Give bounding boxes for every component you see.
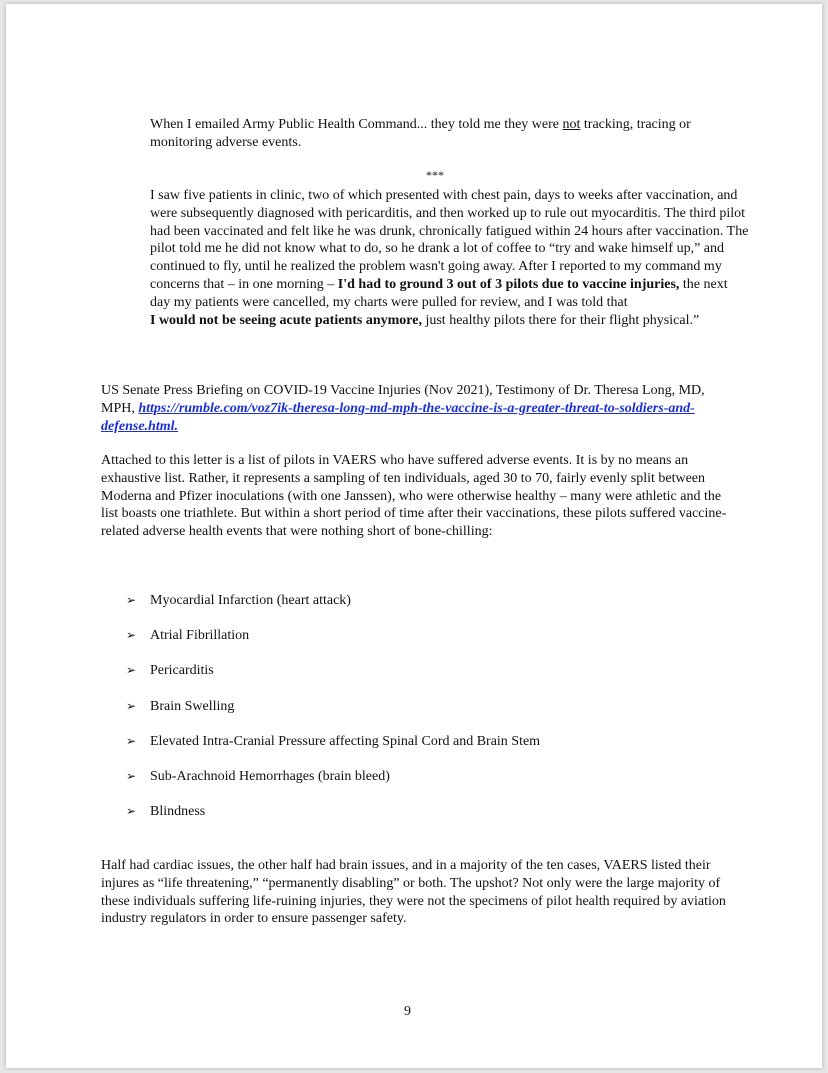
closing-paragraph: Half had cardiac issues, the other half had brain issues, and in a majority of the ten cases, VAERS listed their injures as “life threatening,” “permanently disabling” or both. The upshot? Not only were the large majority of these individuals suffering life-ruining injuries, they were not the specimens of pilot health required by aviation industry regulators in order to ensure passenger safety.	[101, 858, 726, 927]
arrow-bullet-icon: ➢	[126, 698, 137, 713]
quote-text: tracking, tracing or monitoring adverse events.	[150, 117, 691, 150]
underlined-word: not	[562, 117, 581, 132]
bold-emphasis: I'd had to ground 3 out of 3 pilots due to vaccine injuries,	[337, 276, 680, 292]
page-number: 9	[404, 1004, 411, 1019]
list-item-text: Elevated Intra-Cranial Pressure affecting Spinal Cord and Brain Stem	[150, 733, 541, 749]
bold-emphasis: I would not be seeing acute patients anymore,	[150, 312, 422, 328]
quote-paragraph-2	[150, 187, 750, 329]
arrow-bullet-icon: ➢	[126, 628, 137, 643]
quote-paragraph-1	[150, 116, 750, 152]
quote-text: I saw five patients in clinic, two of which presented with chest pain, days to weeks after vaccination, and were subsequently diagnosed with pericarditis, and then worked up to rule out myocarditis. The third pilot had been vaccinated and felt like he was drunk, chronically fatigued within 24 hours after vaccination. The pilot told me he did not know what to do, so he drank a lot of coffee to “try and wake himself up,” and continued to fly, until he realized the problem wasn't going away. After I reported to my command my concerns that – in one morning –	[150, 188, 749, 292]
arrow-bullet-icon: ➢	[126, 804, 137, 819]
list-item-text: Brain Swelling	[150, 698, 235, 714]
arrow-bullet-icon: ➢	[126, 768, 137, 783]
list-item	[126, 662, 540, 697]
document-page	[6, 4, 822, 1068]
arrow-bullet-icon: ➢	[126, 733, 137, 748]
quote-text: the next day my patients were cancelled, my charts were pulled for review, and I was told that	[150, 276, 728, 310]
injury-list	[126, 592, 540, 838]
list-item	[126, 592, 540, 627]
list-item-text: Sub-Arachnoid Hemorrhages (brain bleed)	[150, 768, 390, 784]
list-item	[126, 803, 540, 838]
list-item-text: Blindness	[150, 804, 206, 820]
quote-text: just healthy pilots there for their flight physical.”	[421, 312, 700, 328]
list-item	[126, 698, 540, 733]
list-item-text: Atrial Fibrillation	[150, 628, 250, 644]
citation-text: US Senate Press Briefing on COVID-19 Vaccine Injuries (Nov 2021), Testimony of Dr. Theresa Long, MD, MPH,	[101, 383, 705, 416]
rumble-link[interactable]: https://rumble.com/voz7ik-theresa-long-md-mph-the-vaccine-is-a-greater-threat-to-soldiers-and-defense.html.	[101, 400, 695, 434]
list-item-text: Myocardial Infarction (heart attack)	[150, 593, 351, 608]
attached-paragraph: Attached to this letter is a list of pilots in VAERS who have suffered adverse events. It is by no means an exhaustive list. Rather, it represents a sampling of ten individuals, aged 30 to 70, fairly evenly split between Moderna and Pfizer inoculations (with one Janssen), who were otherwise healthy – many were athletic and the list boasts one triathlete. But within a short period of time after their vaccinations, these pilots suffered vaccine-related adverse health events that were nothing short of bone-chilling:	[101, 453, 727, 540]
list-item	[126, 733, 540, 768]
list-item	[126, 768, 540, 803]
section-separator: ***	[426, 168, 444, 182]
list-item	[126, 627, 540, 662]
arrow-bullet-icon: ➢	[126, 593, 137, 607]
quote-text: When I emailed Army Public Health Command... they told me they were	[150, 117, 563, 132]
citation-paragraph	[101, 382, 741, 435]
arrow-bullet-icon: ➢	[126, 663, 137, 678]
list-item-text: Pericarditis	[150, 663, 214, 679]
